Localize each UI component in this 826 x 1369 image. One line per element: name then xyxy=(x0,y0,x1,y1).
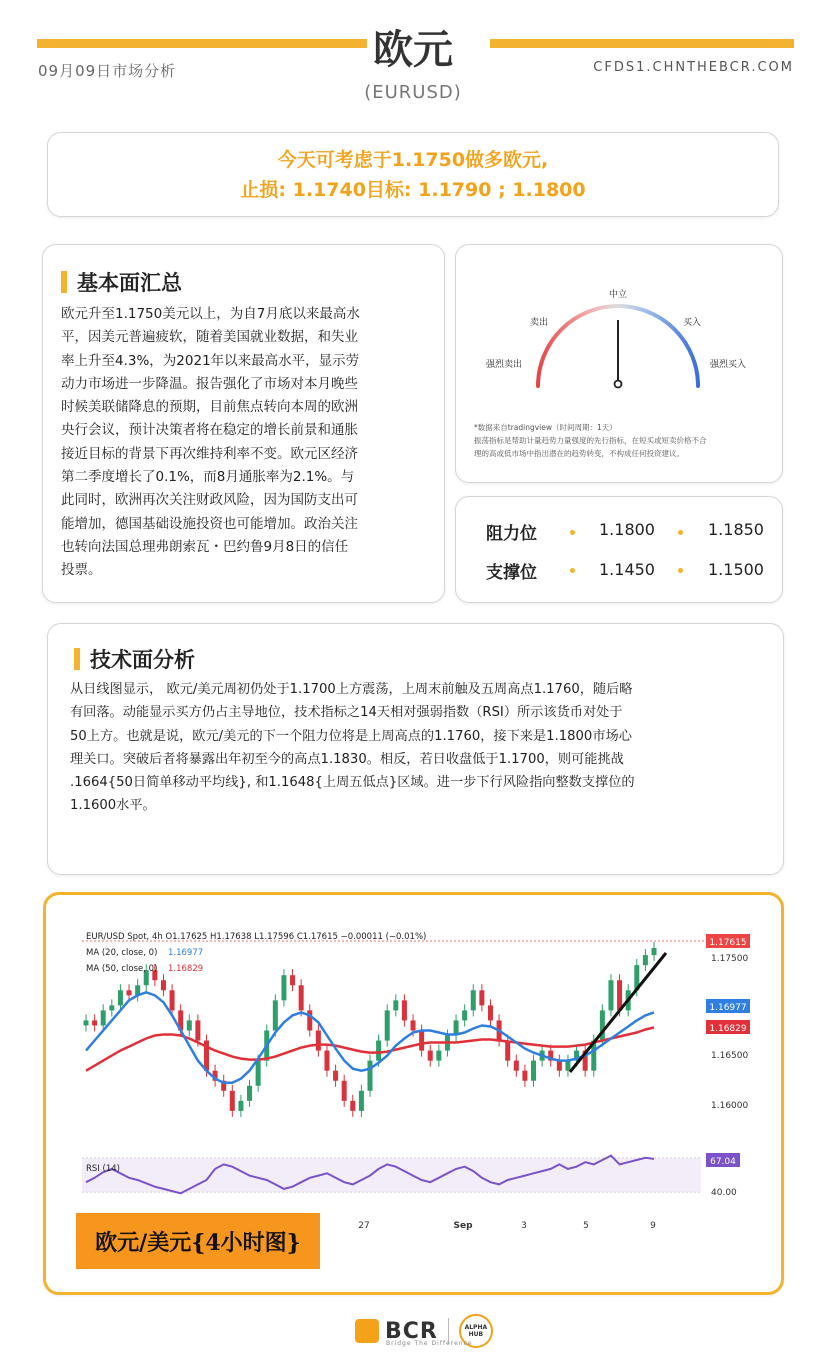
x-tick: 3 xyxy=(521,1221,527,1231)
candle xyxy=(428,1051,433,1061)
fundamental-line: 率上升至4.3%，为2021年以来最高水平，显示劳 xyxy=(61,352,360,369)
fundamental-line: 平，因美元普遍疲软，随着美国就业数据，和失业 xyxy=(61,329,358,346)
candle xyxy=(531,1061,536,1081)
ma20-tag-text: 1.16977 xyxy=(709,1003,747,1013)
gauge-label-sell: 卖出 xyxy=(529,318,549,328)
candle xyxy=(350,1101,355,1111)
legend-ma50: MA (50, close, 0) xyxy=(86,964,158,974)
heading-accent xyxy=(74,648,80,670)
y-tick: 1.16000 xyxy=(711,1101,749,1111)
levels-card xyxy=(455,496,783,603)
report-date: 09月09日市场分析 xyxy=(38,62,177,80)
y-tick: 1.17500 xyxy=(711,954,749,964)
candle xyxy=(402,1000,407,1020)
chart-caption-text: 欧元/美元{4小时图} xyxy=(95,1229,301,1256)
candle xyxy=(290,975,295,985)
recommendation-card xyxy=(47,132,779,217)
gauge-note: 振荡指标是帮助计量趋势力量强度的先行指标，在短买或短卖价格不合 xyxy=(474,436,707,445)
candle xyxy=(316,1030,321,1050)
candle xyxy=(342,1081,347,1101)
fundamental-line: 也转向法国总理弗朗索瓦・巴约鲁9月8日的信任 xyxy=(61,538,349,555)
fundamental-line: 此同时，欧洲再次关注财政风险，因为国防支出可 xyxy=(61,492,358,509)
candle xyxy=(281,975,286,1000)
candle xyxy=(419,1030,424,1050)
candle xyxy=(109,1005,114,1010)
candle xyxy=(299,985,304,1010)
candle xyxy=(238,1101,243,1111)
technical-body xyxy=(70,678,769,818)
candle xyxy=(436,1051,441,1061)
recommendation-line-2: 止损: 1.1740目标: 1.1790 ; 1.1800 xyxy=(240,179,586,201)
candle xyxy=(505,1041,510,1061)
fundamental-heading-text: 基本面汇总 xyxy=(77,271,182,295)
bullet-icon xyxy=(570,568,575,573)
gauge-notes xyxy=(474,421,774,460)
legend-ma20: MA (20, close, 0) xyxy=(86,948,158,958)
technical-line: 50上方。也就是说，欧元/美元的下一个阻力位将是上周高点的1.1760，接下来是1.1800市场心 xyxy=(70,728,632,744)
candle xyxy=(195,1020,200,1040)
candle xyxy=(161,980,166,990)
candle xyxy=(187,1020,192,1030)
x-tick: 5 xyxy=(583,1221,589,1231)
legend-ma20-value: 1.16977 xyxy=(168,948,204,958)
ma50-tag-text: 1.16829 xyxy=(709,1024,747,1034)
candle xyxy=(471,990,476,1010)
technical-line: 理关口。突破后者将暴露出年初至今的高点1.1830。相反，若日收盘低于1.1700，则可能挑战 xyxy=(70,751,624,767)
gauge-label-strong-buy: 强烈买入 xyxy=(709,360,747,370)
chart-card xyxy=(43,892,784,1295)
gauge-label-strong-sell: 强烈卖出 xyxy=(485,360,523,370)
fundamental-line: 能增加，德国基础设施投资也可能增加。政治关注 xyxy=(61,515,358,532)
fundamental-line: 时候美联储降息的预期，目前焦点转向本周的欧洲 xyxy=(61,399,358,416)
gauge-label-neutral: 中立 xyxy=(608,290,628,300)
technical-heading xyxy=(74,644,769,674)
hub-text-top: ALPHA xyxy=(464,1324,488,1331)
legend-ma50-value: 1.16829 xyxy=(168,964,204,974)
heading-accent xyxy=(61,271,67,293)
support-value-2: 1.1500 xyxy=(708,560,764,579)
candle xyxy=(359,1091,364,1111)
candle xyxy=(643,955,648,965)
recommendation-line-1: 今天可考虑于1.1750做多欧元, xyxy=(277,149,549,171)
sentiment-gauge-card xyxy=(455,244,783,483)
logo-tagline: Bridge The Difference xyxy=(386,1340,473,1347)
fundamental-card xyxy=(42,244,445,603)
resistance-label: 阻力位 xyxy=(486,524,537,544)
technical-line: 1.1600水平。 xyxy=(70,798,156,814)
y-tick: 1.16500 xyxy=(711,1051,749,1061)
candle xyxy=(368,1061,373,1091)
price-tag-text: 1.17615 xyxy=(709,938,747,948)
candle xyxy=(488,1005,493,1020)
technical-card xyxy=(47,623,784,875)
candle xyxy=(462,1010,467,1020)
sentiment-gauge xyxy=(456,245,784,405)
candle xyxy=(617,980,622,1010)
resistance-value-2: 1.1850 xyxy=(708,520,764,539)
candle xyxy=(101,1010,106,1025)
candle xyxy=(230,1091,235,1111)
candle xyxy=(118,990,123,1005)
rsi-label: RSI (14) xyxy=(86,1164,120,1174)
gauge-note: 理的高或低市场中指出潜在的趋势转变，不构成任何投资建议。 xyxy=(474,449,684,458)
technical-line: 有回落。动能显示买方仍占主导地位，技术指标之14天相对强弱指数（RSI）所示该货币对处于 xyxy=(70,705,623,721)
candle xyxy=(514,1061,519,1071)
x-tick: Sep xyxy=(453,1221,473,1231)
support-value-1: 1.1450 xyxy=(599,560,655,579)
fundamental-line: 央行会议，预计决策者将在稳定的增长前景和通胀 xyxy=(61,422,358,439)
chart-caption xyxy=(76,1213,320,1269)
fundamental-line: 动力市场进一步降温。报告强化了市场对本月晚些 xyxy=(61,375,358,392)
technical-line: .1664{50日简单移动平均线}, 和1.1648{上周五低点}区域。进一步下行风险指向整数支撑位的 xyxy=(70,775,635,791)
bullet-icon xyxy=(678,568,683,573)
rsi-tag-text: 67.04 xyxy=(710,1157,736,1167)
gauge-note: *数据来自tradingview（时间周期：1天） xyxy=(474,423,617,432)
chart-title: EUR/USD Spot, 4h O1.17625 H1.17638 L1.17596 C1.17615 −0.00011 (−0.01%) xyxy=(86,932,427,942)
candle xyxy=(608,980,613,1010)
candle xyxy=(127,990,132,995)
candle xyxy=(522,1071,527,1081)
candle xyxy=(333,1071,338,1081)
candle xyxy=(84,1020,89,1025)
fundamental-line: 投票。 xyxy=(61,562,102,579)
page-title: 欧元 xyxy=(373,27,453,73)
candle xyxy=(376,1041,381,1061)
hub-text-bottom: HUB xyxy=(468,1331,484,1338)
rsi-tick: 40.00 xyxy=(711,1188,737,1198)
candle xyxy=(557,1061,562,1071)
candle xyxy=(411,1020,416,1030)
x-tick: 9 xyxy=(650,1221,656,1231)
technical-heading-text: 技术面分析 xyxy=(90,648,195,672)
rsi-band xyxy=(82,1158,701,1192)
candle xyxy=(170,990,175,1010)
bullet-icon xyxy=(678,530,683,535)
resistance-value-1: 1.1800 xyxy=(599,520,655,539)
bcr-logo-icon xyxy=(355,1319,379,1343)
candle xyxy=(393,1000,398,1010)
candle xyxy=(256,1061,261,1086)
logo-text: BCR xyxy=(385,1318,438,1344)
fundamental-line: 欧元升至1.1750美元以上，为自7月底以来最高水 xyxy=(61,306,360,322)
candle xyxy=(247,1086,252,1101)
candle xyxy=(565,1061,570,1071)
support-label: 支撑位 xyxy=(486,563,537,583)
technical-line: 从日线图显示， 欧元/美元周初仍处于1.1700上方震荡，上周末前触及五周高点1.1760，随后略 xyxy=(70,682,633,697)
fundamental-body xyxy=(61,303,430,583)
bullet-icon xyxy=(570,530,575,535)
candle xyxy=(307,1010,312,1030)
candle xyxy=(479,990,484,1005)
fundamental-heading xyxy=(61,267,430,297)
gauge-pivot xyxy=(615,381,622,388)
candle xyxy=(652,948,657,955)
candle xyxy=(92,1020,97,1025)
gauge-label-buy: 买入 xyxy=(682,318,702,328)
page-subtitle: (EURUSD) xyxy=(364,82,462,103)
x-tick: 27 xyxy=(358,1221,370,1231)
site-url[interactable]: CFDS1.CHNTHEBCR.COM xyxy=(593,60,794,75)
candle xyxy=(385,1010,390,1040)
candle xyxy=(324,1051,329,1071)
fundamental-line: 接近目标的背景下再次维持利率不变。欧元区经济 xyxy=(61,445,358,462)
candle xyxy=(273,1000,278,1030)
fundamental-line: 第二季度增长了0.1%，而8月通胀率为2.1%。与 xyxy=(61,469,355,486)
